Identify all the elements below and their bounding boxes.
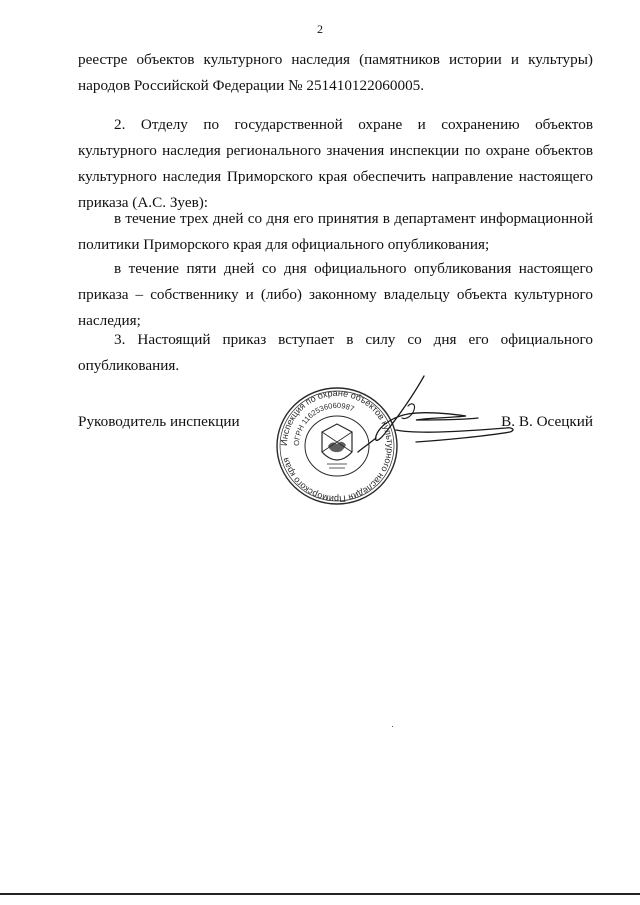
scan-speck [392, 726, 393, 727]
paragraph-item-2: 2. Отделу по государственной охране и сохранению объектов культурного наследия регионального значения инспекции по охране объектов культурного наследия Приморского края обеспечить направление настоящего приказа (А.С. Зуев): [78, 116, 593, 211]
signer-position: Руководитель инспекции [78, 413, 240, 430]
page-bottom-border [0, 893, 640, 895]
paragraph-three-days: в течение трех дней со дня его принятия в департамент информационной политики Приморского края для официального опубликования; [78, 210, 593, 253]
paragraph-registry-number: реестре объектов культурного наследия (памятников истории и культуры) народов Российской Федерации № 251410122060005. [78, 51, 593, 94]
seal-inner-text: ОГРН 1162536060987 [291, 400, 356, 447]
seal-outer-text: Инспекция по охране объектов культурного наследия Приморского края [278, 387, 396, 505]
signer-name: В. В. Осецкий [501, 413, 593, 430]
paragraph-item-3: 3. Настоящий приказ вступает в силу со дня его официального опубликования. [78, 331, 593, 374]
paragraph-five-days: в течение пяти дней со дня официального опубликования настоящего приказа – собственнику и (либо) законному владельцу объекта культурного наследия; [78, 260, 593, 329]
page-number: 2 [317, 22, 323, 36]
